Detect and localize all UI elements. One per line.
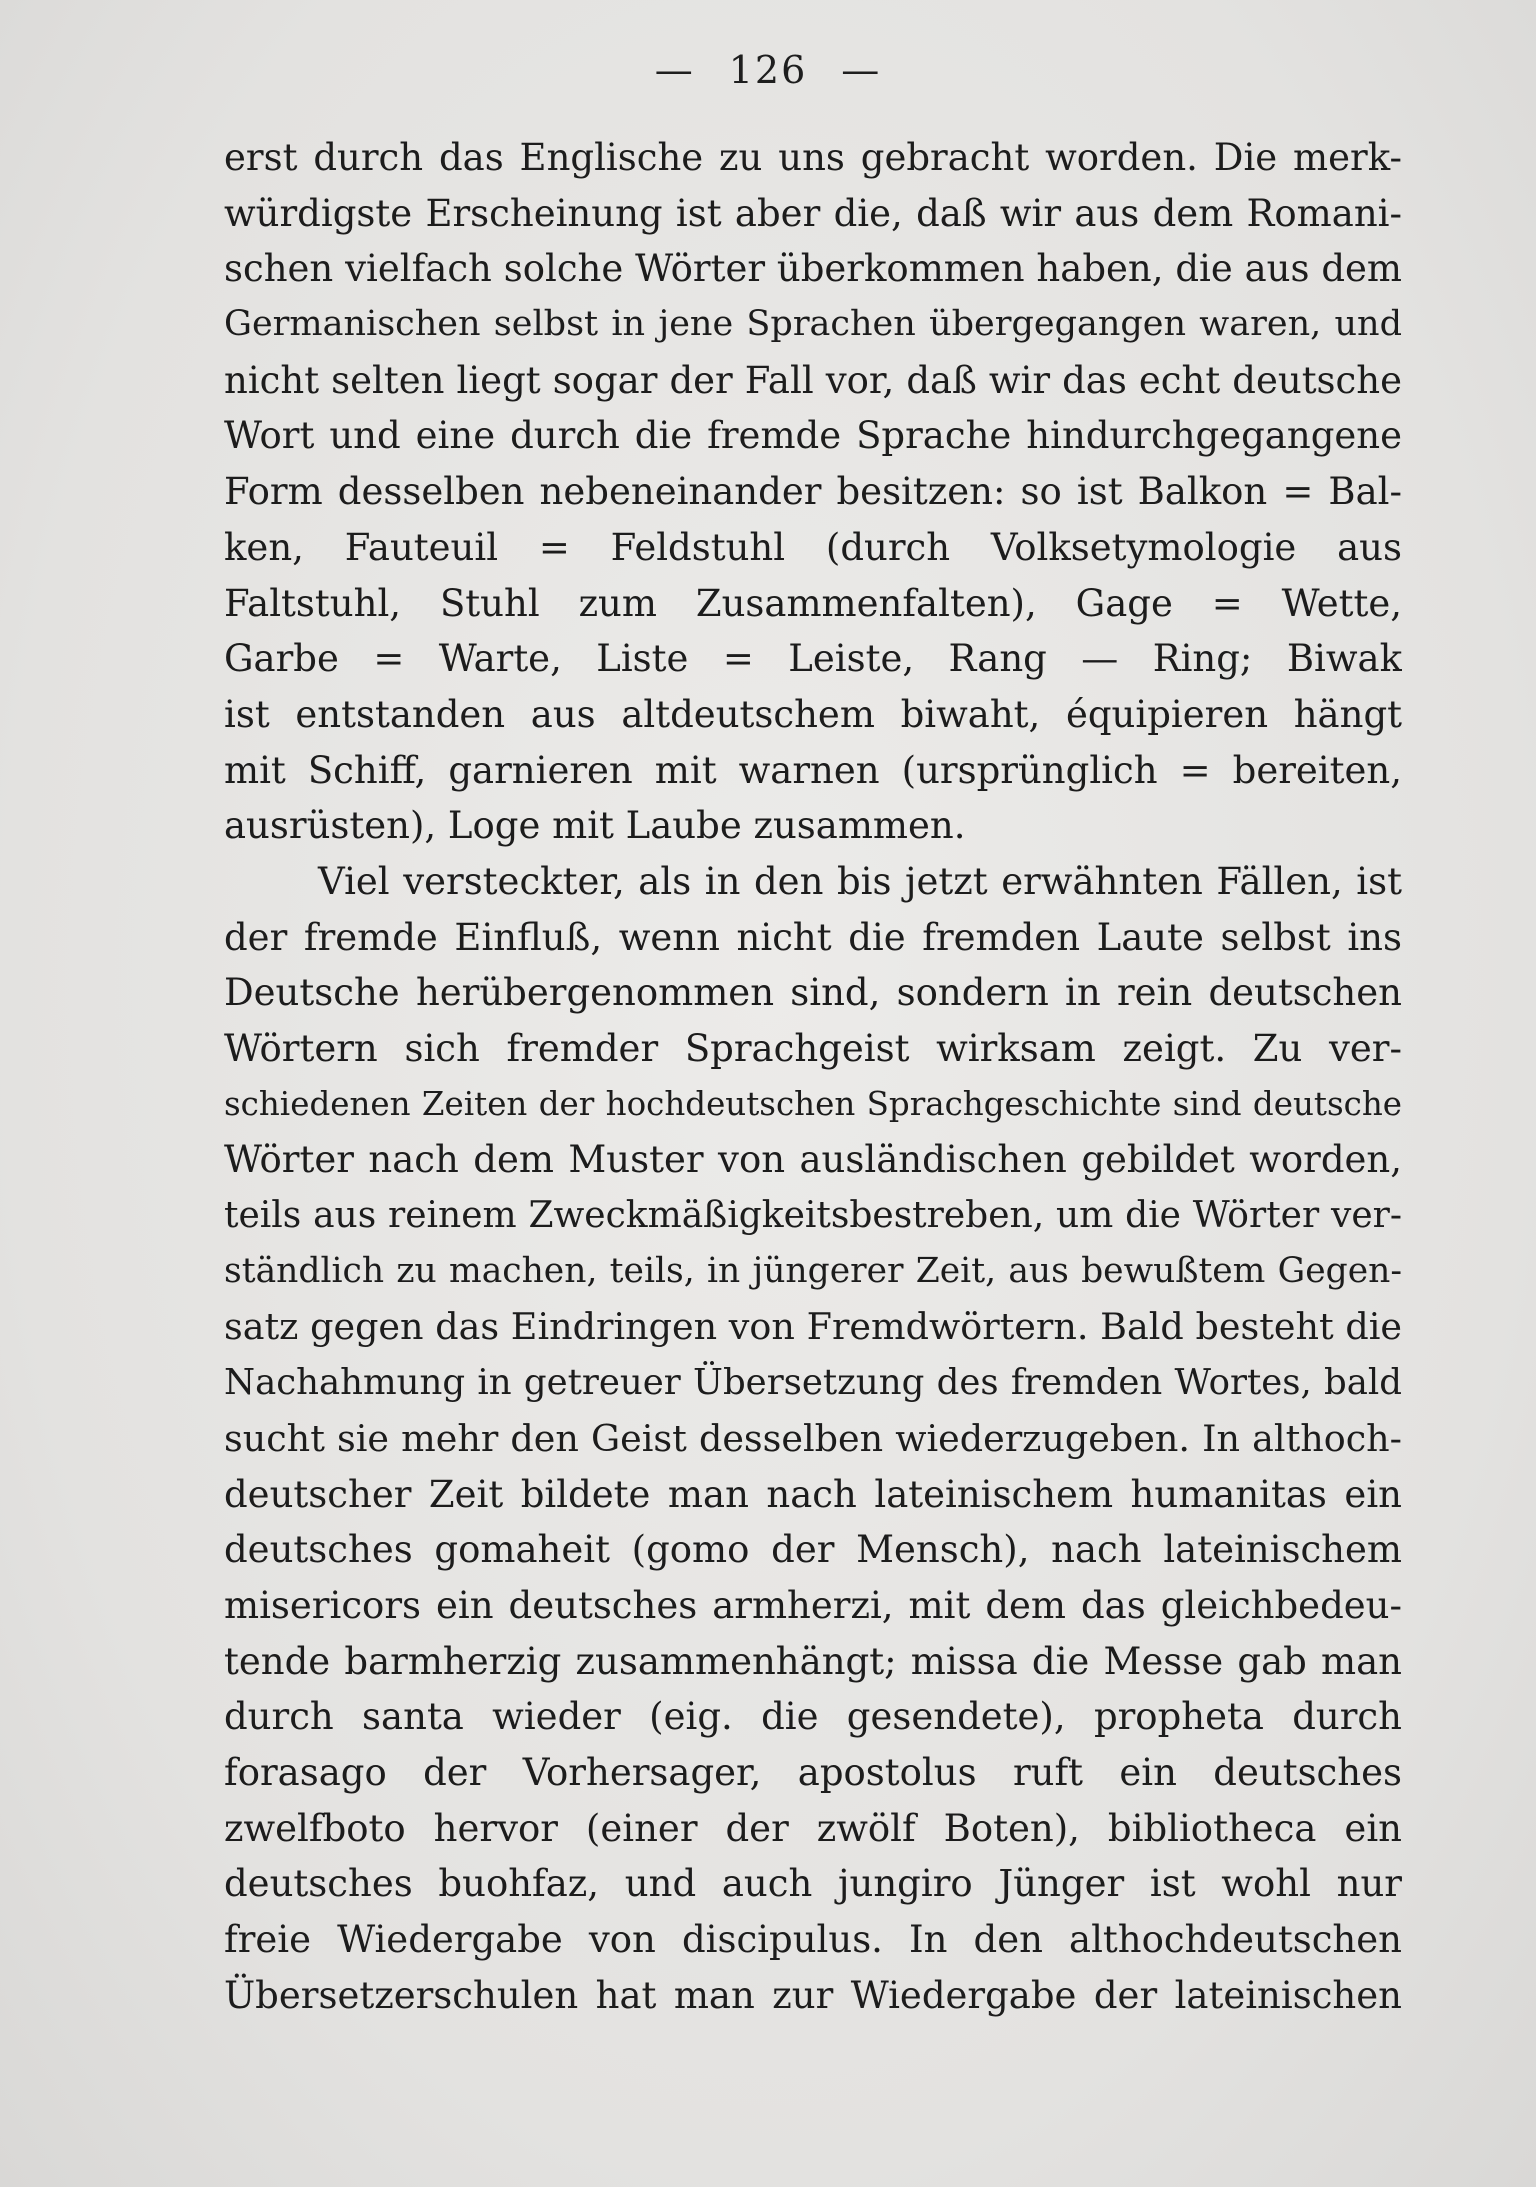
- text-line: deutsches buohfaz, und auch jungiro Jünger ist wohl nur: [224, 1862, 1402, 1906]
- paragraph-start-line: Viel versteckter, als in den bis jetzt erwähnten Fällen, ist: [318, 859, 1402, 903]
- text-line: zwelfboto hervor (einer der zwölf Boten), bibliotheca ein: [224, 1806, 1402, 1850]
- text-line: erst durch das Englische zu uns gebracht worden. Die merk-: [224, 136, 1402, 179]
- text-line: satz gegen das Eindringen von Fremdwörtern. Bald besteht die: [224, 1305, 1402, 1349]
- text-line: deutsches gomaheit (gomo der Mensch), nach lateinischem: [224, 1528, 1402, 1572]
- text-line: Garbe = Warte, Liste = Leiste, Rang — Ring; Biwak: [224, 637, 1402, 681]
- text-line: durch santa wieder (eig. die gesendete), propheta durch: [224, 1695, 1402, 1739]
- text-line: Nachahmung in getreuer Übersetzung des fremden Wortes, bald: [224, 1362, 1402, 1404]
- text-line: schiedenen Zeiten der hochdeutschen Sprachgeschichte sind deutsche: [224, 1084, 1402, 1123]
- text-line: Germanischen selbst in jene Sprachen übergegangen waren, und: [224, 304, 1402, 345]
- body-text: [224, 130, 1402, 2023]
- text-line: nicht selten liegt sogar der Fall vor, daß wir das echt deutsche: [224, 358, 1402, 402]
- text-line: Wörter nach dem Muster von ausländischen gebildet worden,: [224, 1138, 1402, 1182]
- text-line: ken, Fauteuil = Feldstuhl (durch Volksetymologie aus: [224, 525, 1402, 569]
- text-line: freie Wiedergabe von discipulus. In den althochdeutschen: [224, 1918, 1402, 1961]
- text-line: sucht sie mehr den Geist desselben wiederzugeben. In althoch-: [224, 1416, 1402, 1460]
- text-line: Wort und eine durch die fremde Sprache hindurchgegangene: [224, 414, 1402, 458]
- paragraph-end-line: ausrüsten), Loge mit Laube zusammen.: [224, 804, 966, 848]
- text-line: misericors ein deutsches armherzi, mit dem das gleichbedeu-: [224, 1583, 1402, 1627]
- text-line: ständlich zu machen, teils, in jüngerer Zeit, aus bewußtem Gegen-: [224, 1250, 1402, 1291]
- text-line: mit Schiff, garnieren mit warnen (ursprünglich = bereiten,: [224, 748, 1402, 792]
- text-line: deutscher Zeit bildete man nach lateinischem humanitas ein: [224, 1472, 1402, 1516]
- text-line: Übersetzerschulen hat man zur Wiedergabe der lateinischen: [224, 1973, 1402, 2017]
- text-line: Deutsche herübergenommen sind, sondern in rein deutschen: [224, 971, 1402, 1015]
- text-line: Form desselben nebeneinander besitzen: so ist Balkon = Bal-: [224, 470, 1402, 514]
- text-line: forasago der Vorhersager, apostolus ruft ein deutsches: [224, 1750, 1402, 1794]
- text-line: ist entstanden aus altdeutschem biwaht, équipieren hängt: [224, 692, 1402, 736]
- text-line: würdigste Erscheinung ist aber die, daß wir aus dem Romani-: [224, 191, 1402, 235]
- page-number-dash-right: —: [841, 48, 882, 92]
- page-number-dash-left: —: [654, 48, 695, 92]
- text-line: der fremde Einfluß, wenn nicht die fremden Laute selbst ins: [224, 915, 1402, 959]
- text-line: schen vielfach solche Wörter überkommen haben, die aus dem: [224, 247, 1402, 291]
- page-number-header: [0, 48, 1536, 92]
- text-line: tende barmherzig zusammenhängt; missa die Messe gab man: [224, 1639, 1402, 1683]
- text-line: Faltstuhl, Stuhl zum Zusammenfalten), Gage = Wette,: [224, 581, 1402, 625]
- text-line: teils aus reinem Zweckmäßigkeitsbestreben, um die Wörter ver-: [224, 1195, 1402, 1237]
- page-number: 126: [728, 48, 808, 92]
- text-line: Wörtern sich fremder Sprachgeist wirksam zeigt. Zu ver-: [224, 1027, 1402, 1070]
